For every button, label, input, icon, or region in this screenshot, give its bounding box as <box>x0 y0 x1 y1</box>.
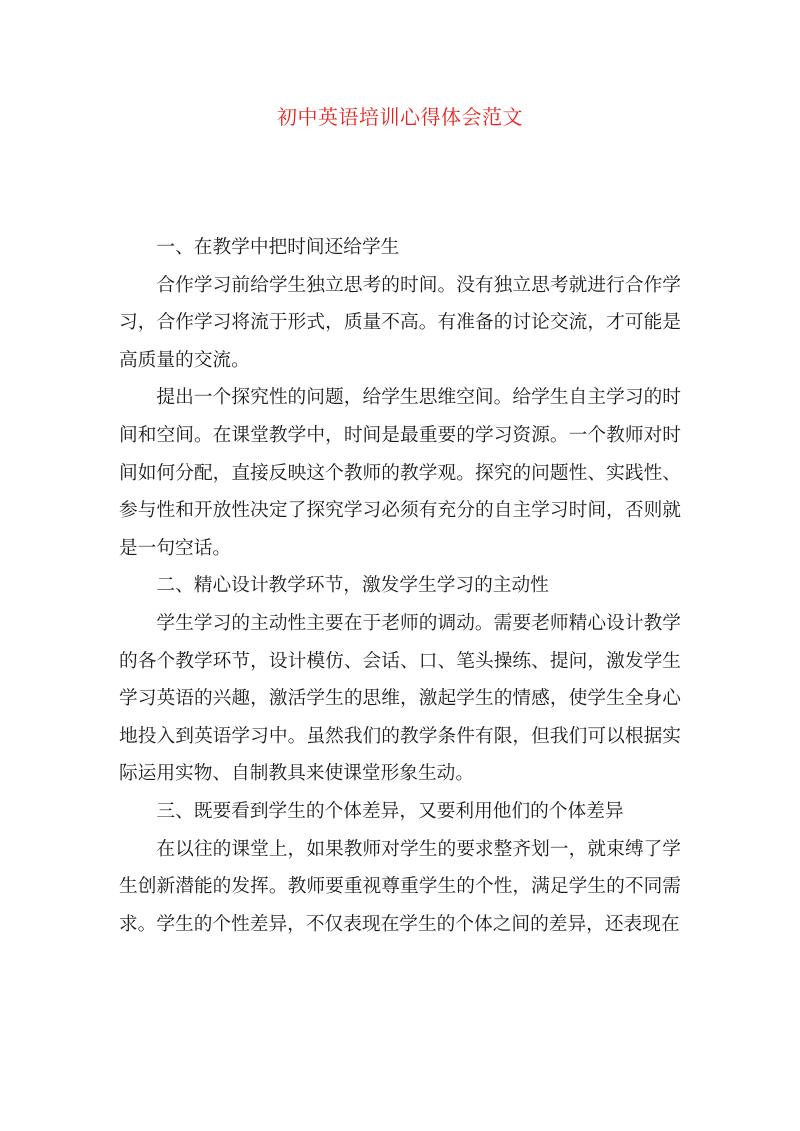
paragraph-2: 提出一个探究性的问题，给学生思维空间。给学生自主学习的时间和空间。在课堂教学中，时间是最重要的学习资源。一个教师对时间如何分配，直接反映这个教师的教学观。探究的问题性、实践性、参与性和开放性决定了探究学习必须有充分的自主学习时间，否则就是一句空话。 <box>119 387 681 559</box>
section-heading-3: 三、既要看到学生的个体差异，又要利用他们的个体差异 <box>156 800 624 822</box>
paragraph-1: 合作学习前给学生独立思考的时间。没有独立思考就进行合作学习，合作学习将流于形式，质量不高。有准备的讨论交流，才可能是高质量的交流。 <box>119 274 681 371</box>
section-heading-2: 二、精心设计教学环节，激发学生学习的主动性 <box>156 575 549 597</box>
document-body <box>119 229 681 943</box>
section-heading-1: 一、在教学中把时间还给学生 <box>156 237 400 258</box>
paragraph-4: 在以往的课堂上，如果教师对学生的要求整齐划一，就束缚了学生创新潜能的发挥。教师要重视尊重学生的个性，满足学生的不同需求。学生的个性差异，不仅表现在学生的个体之间的差异，还表现在 <box>119 838 681 935</box>
paragraph-3: 学生学习的主动性主要在于老师的调动。需要老师精心设计教学的各个教学环节，设计模仿、会话、口、笔头操练、提问，激发学生学习英语的兴趣，激活学生的思维，激起学生的情感，使学生全身心地投入到英语学习中。虽然我们的教学条件有限，但我们可以根据实际运用实物、自制教具来使课堂形象生动。 <box>119 612 681 785</box>
document-title: 初中英语培训心得体会范文 <box>277 105 523 129</box>
